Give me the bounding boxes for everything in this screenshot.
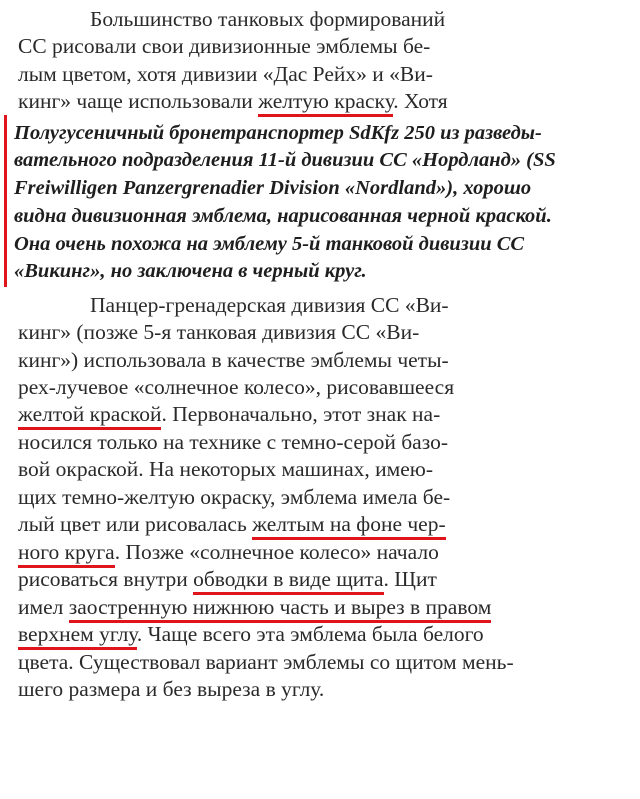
para2-text-6: носился только на технике с темно-серой базо- [18,430,448,454]
para2-line-12 [18,594,491,620]
para2-line-3 [18,347,449,373]
caption-text-5: Она очень похожа на эмблему 5-й танковой дивизии СС [14,233,525,255]
caption-line-2 [14,147,556,173]
para2-text-13-rest: . Чаще всего эта эмблема была белого [136,622,484,646]
caption-line-4 [14,203,552,229]
para2-line-14 [18,649,514,675]
para2-text-3: кинг») использовала в качестве эмблемы четы- [18,348,449,372]
caption-text-3: Freiwilligen Panzergrenadier Division «Nordland»), хорошо [14,177,532,199]
para2-text-9: лый цвет или рисовалась [18,512,253,536]
para2-line-1 [90,292,449,318]
para1-text-4: кинг» чаще использовали [18,89,259,113]
caption-text-1: Полугусеничный бронетранспортер SdKfz 250 из разведы- [14,122,542,144]
para2-text-1: Панцер-гренадерская дивизия СС «Ви- [90,293,449,317]
para1-line-4 [18,88,448,114]
para2-line-15 [18,676,324,702]
caption-line-1 [14,120,542,146]
para2-line-11 [18,566,437,592]
para2-text-10-rest: . Позже «солнечное колесо» начало [114,540,439,564]
highlight-pointed-bottom: заостренную нижнюю часть и вырез в правом [69,595,492,623]
para2-line-5 [18,401,440,427]
para2-text-15: шего размера и без выреза в углу. [18,677,325,701]
highlight-yellow-on-black: желтым на фоне чер- [252,512,445,540]
highlight-upper-corner: верхнем углу [18,622,137,650]
para2-text-14: цвета. Существовал вариант эмблемы со щитом мень- [18,650,514,674]
caption-text-6: «Викинг», но заключена в черный круг. [14,260,367,282]
para1-line-3 [18,61,433,87]
para2-text-11-rest: . Щит [383,567,437,591]
caption-line-5 [14,231,524,257]
para2-line-6 [18,429,448,455]
highlight-yellow-paint-2: желтой краской [18,402,161,430]
para2-line-10 [18,539,439,565]
caption-marker-bar [4,115,7,287]
para2-line-9 [18,511,446,537]
para1-text-4-end: . Хотя [393,89,448,113]
para2-line-7 [18,456,433,482]
para1-text-2: СС рисовали свои дивизионные эмблемы бе- [18,34,431,58]
highlight-yellow-paint: желтую краску [258,89,393,117]
highlight-shield-outline: обводки в виде щита [193,567,383,595]
para1-text-1: Большинство танковых формирований [90,7,446,31]
caption-line-3 [14,175,531,201]
para2-text-4: рех-лучевое «солнечное колесо», рисовавшееся [18,375,455,399]
para2-line-2 [18,319,419,345]
para2-line-8 [18,484,450,510]
para2-text-7: вой окраской. На некоторых машинах, имею- [18,457,434,481]
para2-text-8: щих темно-желтую окраску, эмблема имела бе- [18,485,451,509]
para1-text-3: лым цветом, хотя дивизии «Дас Рейх» и «Ви- [18,62,433,86]
para1-line-2 [18,33,430,59]
para2-text-5-rest: . Первоначально, этот знак на- [161,402,441,426]
highlight-black-circle: ного круга [18,540,115,568]
para2-text-2: кинг» (позже 5-я танковая дивизия СС «Ви- [18,320,420,344]
para2-line-13 [18,621,484,647]
caption-text-2: вательного подразделения 11-й дивизии СС «Нордланд» (SS [14,149,556,171]
para2-text-12: имел [18,595,69,619]
para1-line-1 [90,6,445,32]
para2-line-4 [18,374,454,400]
caption-line-6 [14,258,367,284]
para2-text-11: рисоваться внутри [18,567,194,591]
caption-text-4: видна дивизионная эмблема, нарисованная черной краской. [14,205,552,227]
